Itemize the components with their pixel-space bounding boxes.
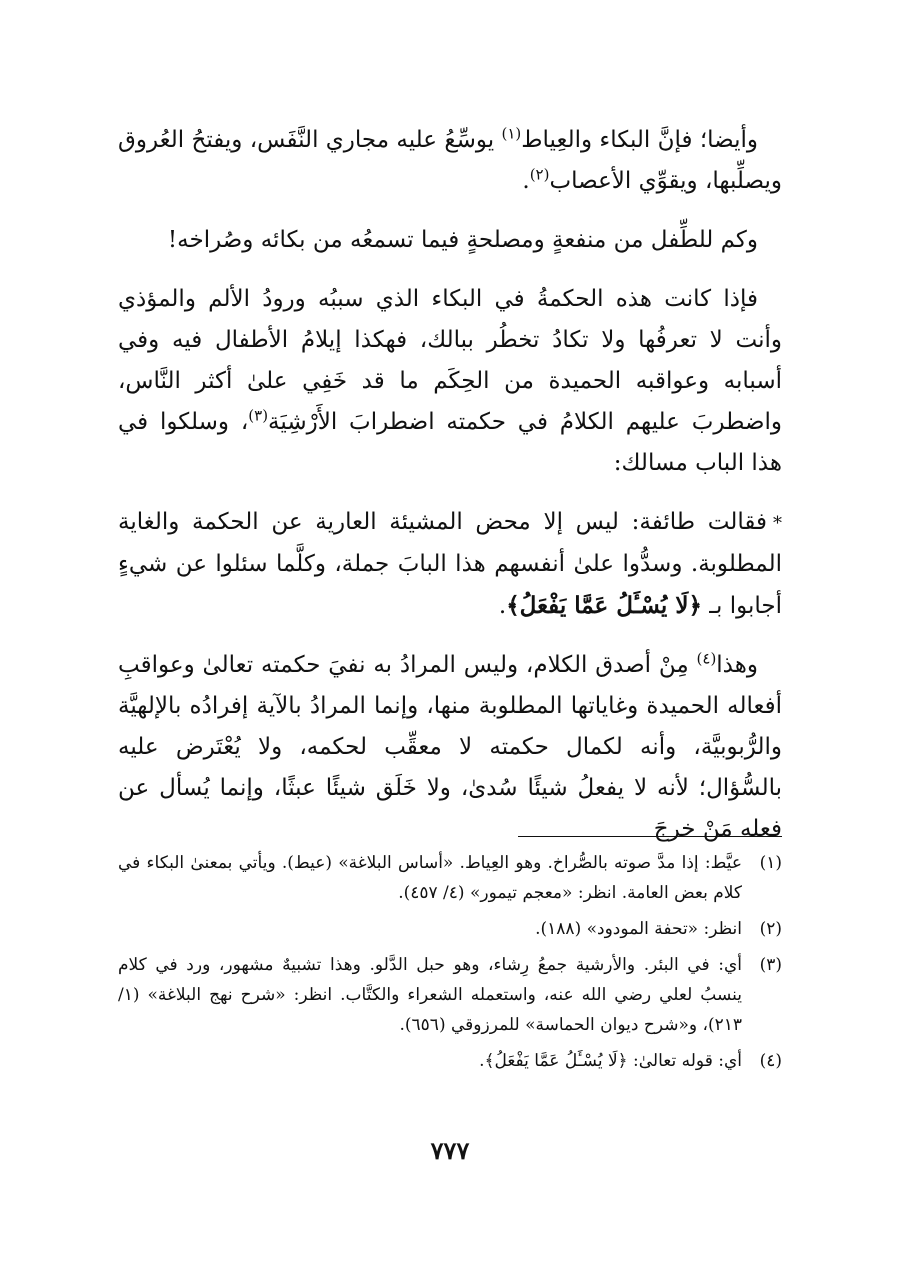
footnote-number: (٣) [759, 955, 782, 975]
paragraph-1-text-end: . [522, 168, 530, 194]
paragraph-4 [118, 502, 782, 627]
footnote-ref-4[interactable]: (٤) [696, 649, 717, 668]
paragraph-2: وكم للطِّفل من منفعةٍ ومصلحةٍ فيما تسمعُه من بكائه وصُراخه! [167, 227, 758, 253]
footnote-ref-1[interactable]: (١) [501, 124, 522, 143]
footnote-text: انظر: «تحفة المودود» (١٨٨). [535, 919, 742, 939]
footnote-number: (٢) [759, 919, 782, 939]
footnote-number: (١) [759, 853, 782, 873]
paragraph-5-text-start: وهذا [716, 652, 758, 678]
paragraph-3-text-start: فإذا كانت هذه الحكمةُ في البكاء الذي سببُه ورودُ الألم والمؤذي وأنت لا تعرفُها ولا تكادُ تخطُر ببالك، فهكذا إيلامُ الأطفال فيه وفي أسبابه وعواقبه الحميدة من الحِكَم ما قد خَفِي علىٰ أكثر النَّاس، واضطربَ عليهم الكلامُ في حكمته اضطرابَ الأَرْشِيَة [118, 286, 782, 435]
footnotes [118, 848, 782, 1082]
footnote-1 [118, 848, 782, 908]
paragraph-4-text-end: . [498, 593, 507, 619]
paragraph-1-text-start: وأيضا؛ فإنَّ البكاء والعِياط [521, 127, 759, 153]
paragraph-5 [118, 645, 782, 850]
paragraph-5-text-end: مِنْ أصدق الكلام، وليس المرادُ به نفيَ حكمته تعالىٰ وعواقبِ أفعاله الحميدة وغاياتها المطلوبة منها، وإنما المرادُ بالآية إفرادُه بالإلهيَّة والرُّبوبيَّة، وأنه لكمال حكمته لا معقِّب لحكمه، ولا يُعْتَرض عليه بالسُّؤال؛ لأنه لا يفعلُ شيئًا سُدىٰ، ولا خَلَق شيئًا عبثًا، وإنما يُسأل عن فعله مَنْ خرجَ [118, 652, 782, 842]
footnote-text: أي: قوله تعالىٰ: ﴿لَا يُسْـَٔلُ عَمَّا يَفْعَلُ﴾. [479, 1051, 742, 1071]
footnote-text: عيَّط: إذا مدَّ صوته بالصُّراخ. وهو العِياط. «أساس البلاغة» (عيط). ويأتي بمعنىٰ البكاء في كلام بعض العامة. انظر: «معجم تيمور» (٤/ ٤٥٧). [118, 853, 742, 903]
page-number: ٧٧٧ [430, 1136, 470, 1165]
quran-verse: ﴿لَا يُسْـَٔلُ عَمَّا يَفْعَلُ﴾ [506, 592, 702, 619]
footnote-text: أي: في البئر. والأرشية جمعُ رِشاء، وهو حبل الدَّلو. وهذا تشبيهٌ مشهور، ورد في كلام ينسبُ لعلي رضي الله عنه، واستعمله الشعراء والكتَّاب. انظر: «شرح نهج البلاغة» (١/ ٢١٣)، و«شرح ديوان الحماسة» للمرزوقي (٦٥٦). [118, 955, 742, 1035]
footnote-4 [118, 1046, 782, 1076]
footnote-2 [118, 914, 782, 944]
paragraph-1 [118, 120, 782, 202]
paragraph-4-text: فقالت طائفة: ليس إلا محض المشيئة العارية عن الحكمة والغاية المطلوبة. وسدُّوا علىٰ أنفسهم هذا البابَ جملة، وكلَّما سئلوا عن شيءٍ أجابوا بـ [118, 509, 782, 619]
footnote-ref-3[interactable]: (٣) [248, 406, 269, 425]
paragraph-3-text-end: ، وسلكوا في هذا الباب مسالك: [118, 409, 782, 476]
footnote-3 [118, 950, 782, 1040]
main-text [118, 120, 782, 868]
footnote-number: (٤) [759, 1051, 782, 1071]
footnote-ref-2[interactable]: (٢) [529, 165, 550, 184]
paragraph-1-text-middle: يوسِّعُ عليه مجاري النَّفَس، ويفتحُ العُروق ويصلِّبها، ويقوِّي الأعصاب [118, 127, 782, 194]
paragraph-3 [118, 279, 782, 484]
asterisk-icon: * [773, 513, 782, 534]
footnote-divider [518, 836, 782, 837]
